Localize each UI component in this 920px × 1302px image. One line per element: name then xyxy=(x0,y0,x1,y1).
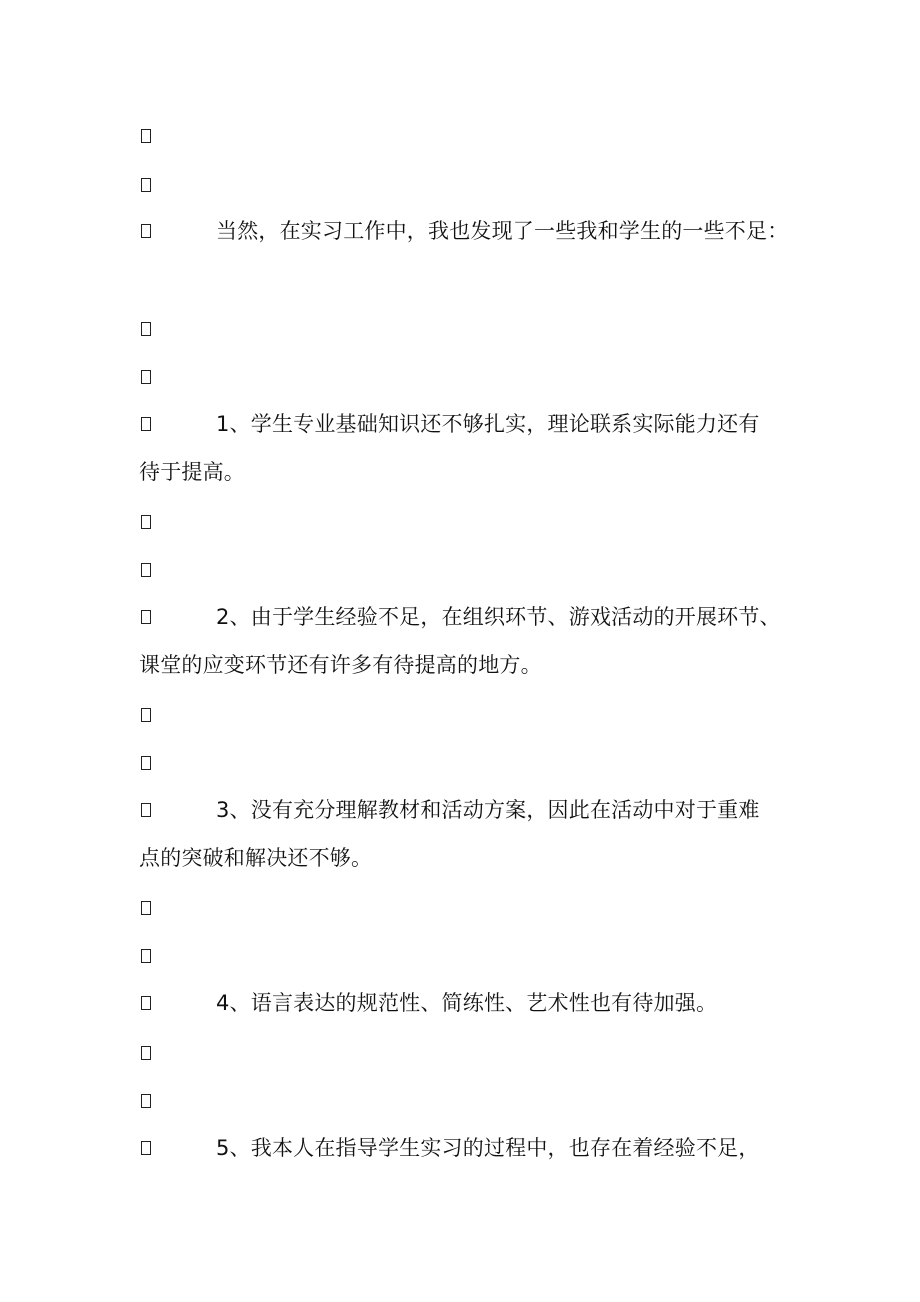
item-1-line-1: 1、学生专业基础知识还不够扎实，理论联系实际能力还有 xyxy=(216,412,760,436)
missing-glyph-icon xyxy=(141,1094,151,1108)
item-5-line-1: 5、我本人在指导学生实习的过程中，也存在着经验不足， xyxy=(216,1136,760,1160)
missing-glyph-icon xyxy=(141,996,151,1010)
missing-glyph-icon xyxy=(141,417,151,431)
missing-glyph-icon xyxy=(141,610,151,624)
missing-glyph-icon xyxy=(141,708,151,722)
item-4-line-1: 4、语言表达的规范性、简练性、艺术性也有待加强。 xyxy=(216,991,718,1015)
item-3-line-1: 3、没有充分理解教材和活动方案，因此在活动中对于重难 xyxy=(216,798,760,822)
missing-glyph-icon xyxy=(141,224,151,238)
missing-glyph-icon xyxy=(141,756,151,770)
missing-glyph-icon xyxy=(141,1046,151,1060)
missing-glyph-icon xyxy=(141,1141,151,1155)
item-1-line-2: 待于提高。 xyxy=(139,460,245,484)
item-2-line-2: 课堂的应变环节还有许多有待提高的地方。 xyxy=(139,653,542,677)
missing-glyph-icon xyxy=(141,901,151,915)
missing-glyph-icon xyxy=(141,949,151,963)
missing-glyph-icon xyxy=(141,129,151,143)
missing-glyph-icon xyxy=(141,322,151,336)
intro-paragraph: 当然，在实习工作中，我也发现了一些我和学生的一些不足： xyxy=(216,219,789,243)
missing-glyph-icon xyxy=(141,515,151,529)
missing-glyph-icon xyxy=(141,803,151,817)
missing-glyph-icon xyxy=(141,370,151,384)
missing-glyph-icon xyxy=(141,178,151,192)
missing-glyph-icon xyxy=(141,563,151,577)
item-3-line-2: 点的突破和解决还不够。 xyxy=(139,846,373,870)
item-2-line-1: 2、由于学生经验不足，在组织环节、游戏活动的开展环节、 xyxy=(216,605,781,629)
